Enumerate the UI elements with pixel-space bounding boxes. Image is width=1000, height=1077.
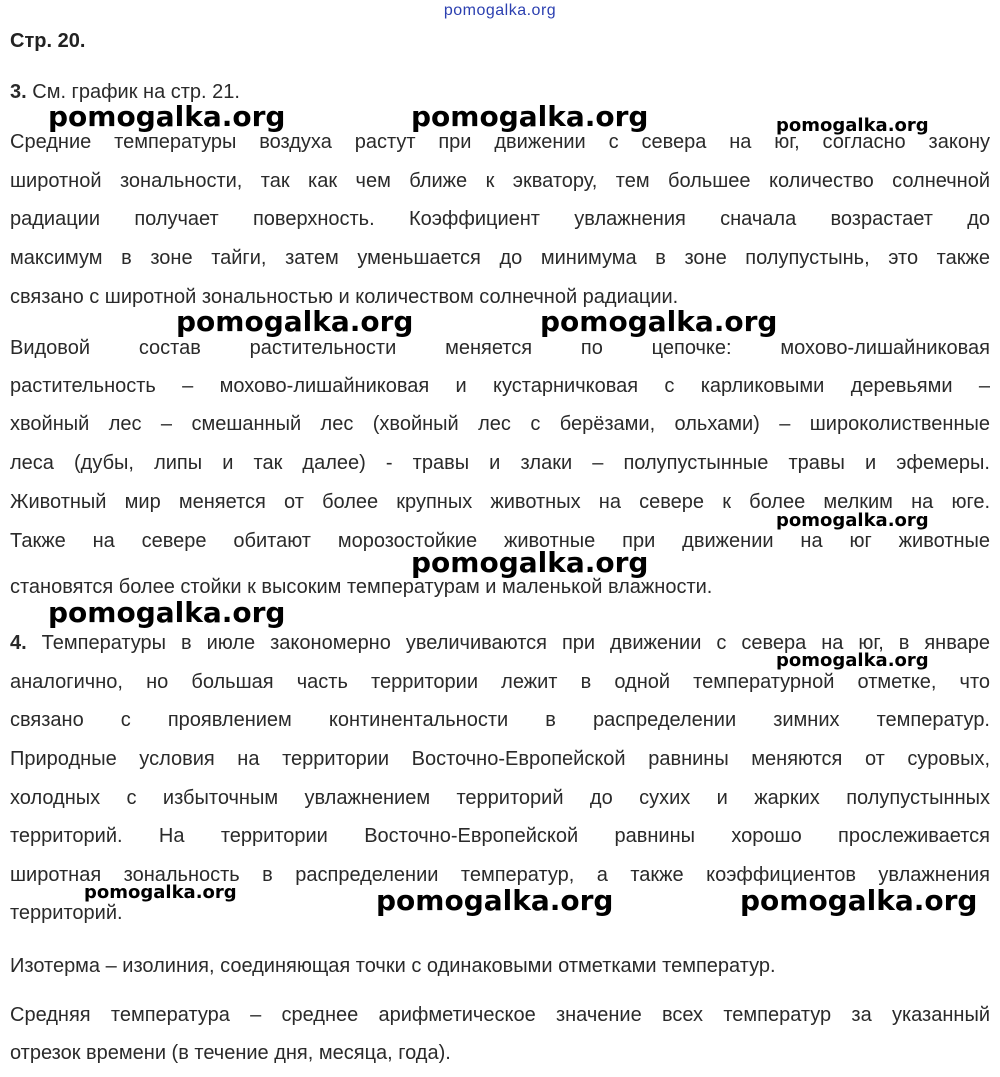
task4-line: аналогично, но большая часть территории лежит в одной температурной отметке, что — [10, 671, 990, 693]
task3-p2-line: хвойный лес – смешанный лес (хвойный лес с берёзами, ольхами) – широколиственные — [10, 413, 990, 435]
definition-mean-temp-line: отрезок времени (в течение дня, месяца, года). — [10, 1042, 451, 1064]
task3-p2-line: Видовой состав растительности меняется по цепочке: мохово-лишайниковая — [10, 337, 990, 359]
watermark: pomogalka.org — [740, 884, 978, 917]
watermark: pomogalka.org — [48, 100, 286, 133]
task4-line: территорий. На территории Восточно-Европейской равнины хорошо прослеживается — [10, 825, 990, 847]
task3-p1-line: Средние температуры воздуха растут при движении с севера на юг, согласно закону — [10, 131, 990, 153]
watermark: pomogalka.org — [776, 115, 929, 136]
definition-mean-temp-line: Средняя температура – среднее арифметическое значение всех температур за указанный — [10, 1004, 990, 1026]
task4-first-text: Температуры в июле закономерно увеличиваются при движении с севера на юг, в январе — [41, 632, 990, 654]
definition-isotherm: Изотерма – изолиния, соединяющая точки с одинаковыми отметками температур. — [10, 955, 776, 977]
task3-p2-line: Также на севере обитают морозостойкие животные при движении на юг животные — [10, 530, 990, 552]
task4-line: Природные условия на территории Восточно-Европейской равнины меняются от суровых, — [10, 748, 990, 770]
task3-p2-line: растительность – мохово-лишайниковая и кустарничковая с карликовыми деревьями – — [10, 375, 990, 397]
task3-p2-line: леса (дубы, липы и так далее) - травы и злаки – полупустынные травы и эфемеры. — [10, 452, 990, 474]
page-reference: Стр. 20. — [10, 30, 86, 52]
task4-number: 4. — [10, 632, 27, 654]
task4-line: широтная зональность в распределении температур, а также коэффициентов увлажнения — [10, 864, 990, 886]
header-watermark: pomogalka.org — [443, 2, 557, 19]
watermark: pomogalka.org — [411, 546, 649, 579]
task3-p1-line: связано с широтной зональностью и количеством солнечной радиации. — [10, 286, 679, 308]
task4-line: связано с проявлением континентальности в распределении зимних температур. — [10, 709, 990, 731]
watermark: pomogalka.org — [540, 305, 778, 338]
task3-number: 3. — [10, 81, 27, 103]
watermark: pomogalka.org — [776, 510, 929, 531]
task3-p1-line: широтной зональности, так как чем ближе к экватору, тем большее количество солнечной — [10, 170, 990, 192]
watermark: pomogalka.org — [776, 650, 929, 671]
task4-line: холодных с избыточным увлажнением территорий до сухих и жарких полупустынных — [10, 787, 990, 809]
task3-p2-line: становятся более стойки к высоким температурам и маленькой влажности. — [10, 576, 713, 598]
watermark: pomogalka.org — [176, 305, 414, 338]
task3-p2-line: Животный мир меняется от более крупных животных на севере к более мелким на юге. — [10, 491, 990, 513]
watermark: pomogalka.org — [376, 884, 614, 917]
task4-line: территорий. — [10, 902, 123, 924]
watermark: pomogalka.org — [84, 882, 237, 903]
task3-p1-line: радиации получает поверхность. Коэффициент увлажнения сначала возрастает до — [10, 208, 990, 230]
watermark: pomogalka.org — [48, 596, 286, 629]
task3-intro-text: См. график на стр. 21. — [32, 81, 240, 103]
watermark: pomogalka.org — [411, 100, 649, 133]
task3-p1-line: максимум в зоне тайги, затем уменьшается до минимума в зоне полупустынь, это также — [10, 247, 990, 269]
